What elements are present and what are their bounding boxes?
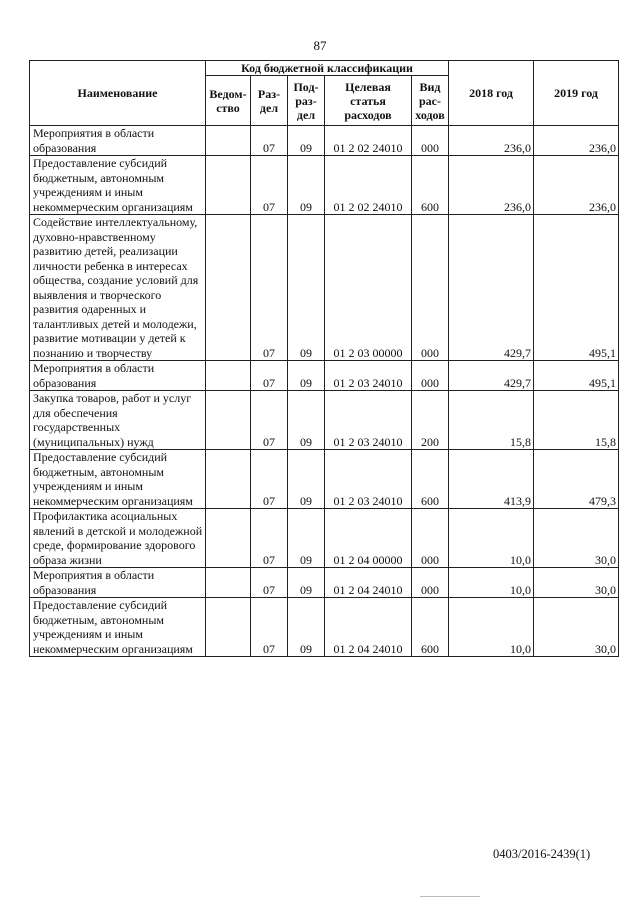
cell-vid: 000 [412,568,449,598]
cell-vid: 000 [412,361,449,391]
cell-podrazdel: 09 [288,156,325,215]
cell-vid: 000 [412,215,449,361]
table-row [30,126,619,156]
cell-name: Профилактика асоциальных явлений в детской и молодежной среде, формирование здорового образа жизни [30,509,206,568]
header-podrazdel: Под- раз- дел [288,76,325,126]
cell-ved [206,126,251,156]
cell-tselevaya: 01 2 04 24010 [325,598,412,657]
scan-mark [420,896,480,897]
header-code-group: Код бюджетной классификации [206,61,449,76]
cell-podrazdel: 09 [288,450,325,509]
cell-ved [206,450,251,509]
cell-name: Мероприятия в области образования [30,361,206,391]
cell-y2019: 479,3 [534,450,619,509]
table-row [30,509,619,568]
cell-podrazdel: 09 [288,598,325,657]
cell-y2019: 30,0 [534,598,619,657]
cell-y2019: 236,0 [534,156,619,215]
cell-y2018: 429,7 [449,361,534,391]
cell-name: Содействие интеллектуальному, духовно-нравственному развитию детей, реализации личности ребенка в интересах общества, создание условий для выявления и творческого развития одаренных и талантливых детей и молодежи, развитие мотивации у детей к познанию и творчеству [30,215,206,361]
cell-vid: 600 [412,156,449,215]
cell-razdel: 07 [251,156,288,215]
cell-ved [206,598,251,657]
cell-podrazdel: 09 [288,361,325,391]
cell-tselevaya: 01 2 03 24010 [325,450,412,509]
document-code: 0403/2016-2439(1) [493,847,591,861]
cell-name: Мероприятия в области образования [30,568,206,598]
header-row-1 [30,61,619,76]
page-number: 87 [313,38,327,53]
cell-y2018: 10,0 [449,598,534,657]
table-row [30,391,619,450]
cell-razdel: 07 [251,126,288,156]
cell-y2019: 495,1 [534,361,619,391]
cell-y2018: 429,7 [449,215,534,361]
cell-razdel: 07 [251,391,288,450]
cell-y2019: 15,8 [534,391,619,450]
header-2019: 2019 год [534,61,619,126]
header-name: Наименование [30,61,206,126]
cell-tselevaya: 01 2 02 24010 [325,156,412,215]
cell-vid: 000 [412,509,449,568]
table-row [30,598,619,657]
header-vid: Вид рас- ходов [412,76,449,126]
cell-tselevaya: 01 2 03 00000 [325,215,412,361]
cell-podrazdel: 09 [288,568,325,598]
cell-razdel: 07 [251,450,288,509]
cell-razdel: 07 [251,509,288,568]
header-2018: 2018 год [449,61,534,126]
cell-y2019: 30,0 [534,509,619,568]
cell-razdel: 07 [251,598,288,657]
cell-ved [206,568,251,598]
header-tselevaya: Целевая статья расходов [325,76,412,126]
table-row [30,450,619,509]
cell-y2019: 236,0 [534,126,619,156]
cell-vid: 600 [412,450,449,509]
cell-y2018: 236,0 [449,126,534,156]
cell-name: Мероприятия в области образования [30,126,206,156]
cell-ved [206,156,251,215]
cell-y2018: 10,0 [449,568,534,598]
cell-y2018: 15,8 [449,391,534,450]
cell-podrazdel: 09 [288,391,325,450]
cell-podrazdel: 09 [288,126,325,156]
table-row [30,361,619,391]
cell-ved [206,509,251,568]
cell-vid: 200 [412,391,449,450]
table-row [30,568,619,598]
cell-ved [206,215,251,361]
cell-name: Закупка товаров, работ и услуг для обеспечения государственных (муниципальных) нужд [30,391,206,450]
cell-name: Предоставление субсидий бюджетным, автономным учреждениям и иным некоммерческим организациям [30,598,206,657]
cell-razdel: 07 [251,568,288,598]
cell-tselevaya: 01 2 04 24010 [325,568,412,598]
cell-razdel: 07 [251,215,288,361]
cell-name: Предоставление субсидий бюджетным, автономным учреждениям и иным некоммерческим организациям [30,156,206,215]
header-razdel: Раз- дел [251,76,288,126]
cell-tselevaya: 01 2 02 24010 [325,126,412,156]
cell-razdel: 07 [251,361,288,391]
cell-ved [206,361,251,391]
cell-vid: 600 [412,598,449,657]
cell-y2018: 413,9 [449,450,534,509]
cell-vid: 000 [412,126,449,156]
cell-name: Предоставление субсидий бюджетным, автономным учреждениям и иным некоммерческим организациям [30,450,206,509]
cell-y2018: 10,0 [449,509,534,568]
cell-podrazdel: 09 [288,215,325,361]
cell-tselevaya: 01 2 04 00000 [325,509,412,568]
table-row [30,215,619,361]
cell-tselevaya: 01 2 03 24010 [325,391,412,450]
table-row [30,156,619,215]
cell-tselevaya: 01 2 03 24010 [325,361,412,391]
header-vedomstvo: Ведом- ство [206,76,251,126]
cell-podrazdel: 09 [288,509,325,568]
cell-ved [206,391,251,450]
cell-y2019: 495,1 [534,215,619,361]
cell-y2019: 30,0 [534,568,619,598]
cell-y2018: 236,0 [449,156,534,215]
budget-table [29,60,619,657]
